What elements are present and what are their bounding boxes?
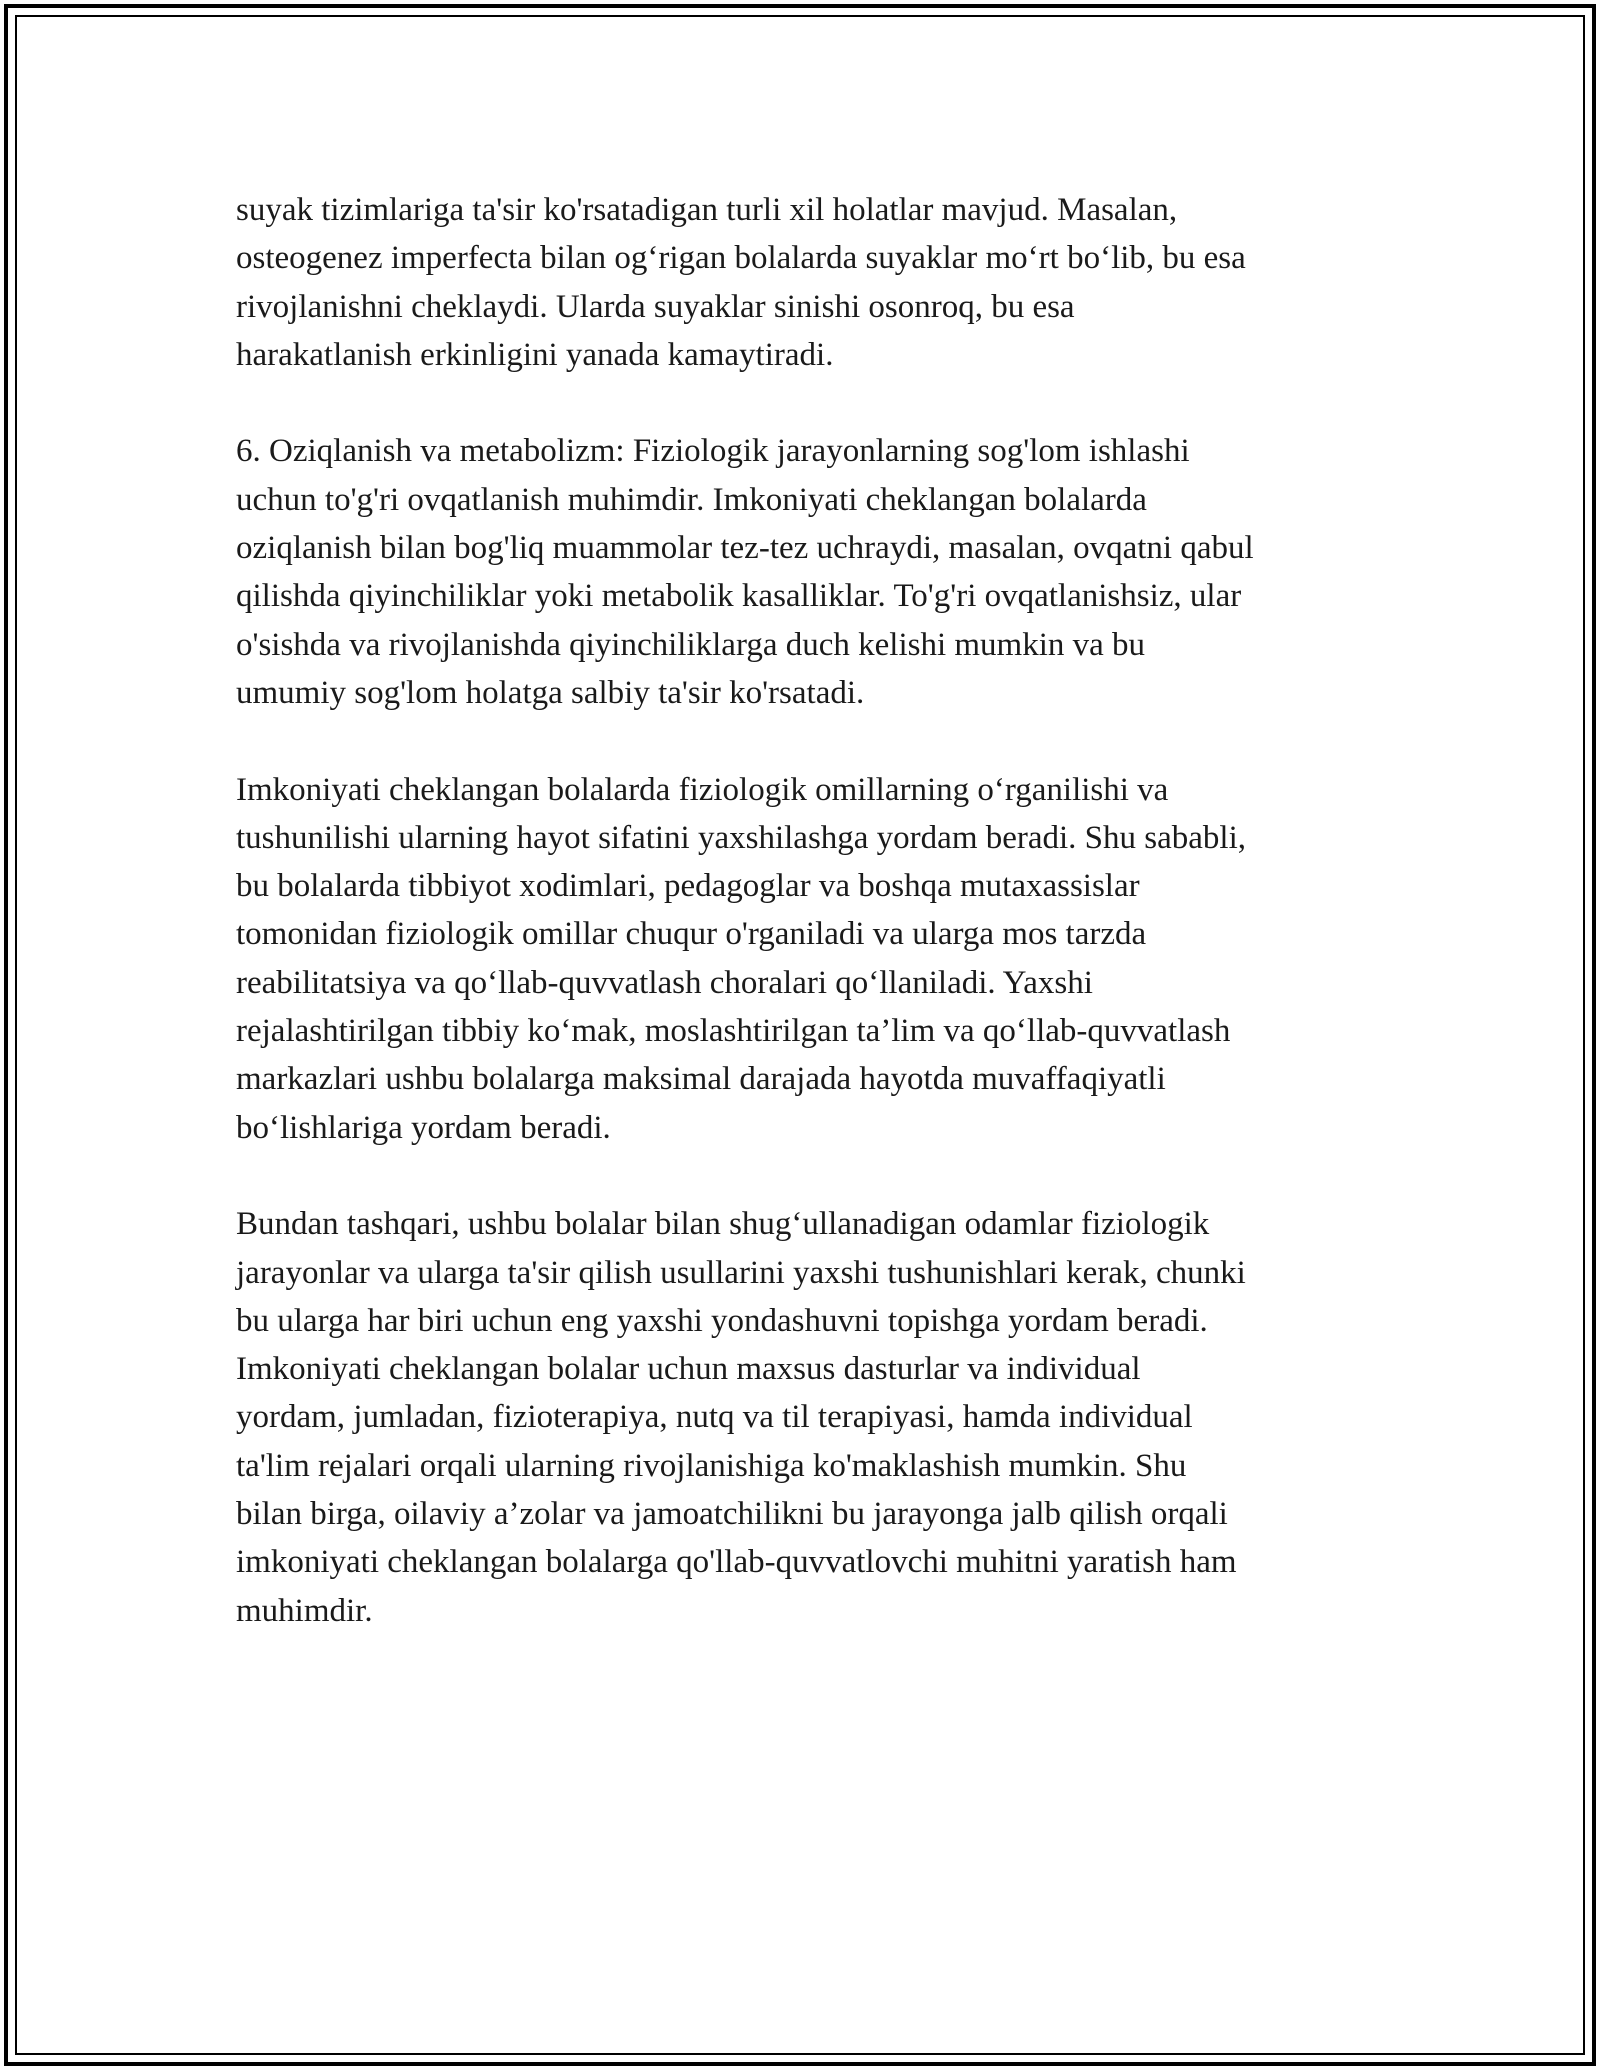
text-line: markazlari ushbu bolalarga maksimal darajada hayotda muvaffaqiyatli [236, 1061, 1166, 1098]
text-line: tomonidan fiziologik omillar chuqur o'rganiladi va ularga mos tarzda [236, 916, 1147, 953]
text-line: rivojlanishni cheklaydi. Ularda suyaklar sinishi osonroq, bu esa [236, 288, 1075, 325]
text-line: bu ularga har biri uchun eng yaxshi yondashuvni topishga yordam beradi. [236, 1302, 1208, 1339]
text-line: umumiy sog'lom holatga salbiy ta'sir ko'rsatadi. [236, 674, 865, 711]
paragraph-physiological-factors [236, 766, 1386, 1152]
text-line: ta'lim rejalari orqali ularning rivojlanishiga ko'maklashish mumkin. Shu [236, 1447, 1187, 1484]
paragraph-bone-disorders [236, 186, 1386, 379]
text-line: bilan birga, oilaviy a’zolar va jamoatchilikni bu jarayonga jalb qilish orqali [236, 1496, 1228, 1533]
text-line: bo‘lishlariga yordam beradi. [236, 1109, 611, 1146]
text-line: Bundan tashqari, ushbu bolalar bilan shug‘ullanadigan odamlar fiziologik [236, 1206, 1210, 1243]
text-line: oziqlanish bilan bog'liq muammolar tez-tez uchraydi, masalan, ovqatni qabul [236, 530, 1254, 567]
text-line: Imkoniyati cheklangan bolalarda fiziologik omillarning o‘rganilishi va [236, 771, 1169, 808]
text-line: Imkoniyati cheklangan bolalar uchun maxsus dasturlar va individual [236, 1351, 1141, 1388]
text-line: suyak tizimlariga ta'sir ko'rsatadigan turli xil holatlar mavjud. Masalan, [236, 192, 1178, 228]
text-line: qilishda qiyinchiliklar yoki metabolik kasalliklar. To'g'ri ovqatlanishsiz, ular [236, 578, 1242, 615]
text-line: 6. Oziqlanish va metabolizm: Fiziologik jarayonlarning sog'lom ishlashi [236, 433, 1190, 470]
text-line: muhimdir. [236, 1592, 373, 1629]
document-body [236, 186, 1386, 1683]
text-line: uchun to'g'ri ovqatlanish muhimdir. Imkoniyati cheklangan bolalarda [236, 481, 1147, 518]
text-line: jarayonlar va ularga ta'sir qilish usullarini yaxshi tushunishlari kerak, chunki [236, 1254, 1246, 1291]
text-line: reabilitatsiya va qo‘llab-quvvatlash choralari qo‘llaniladi. Yaxshi [236, 964, 1093, 1001]
text-line: harakatlanish erkinligini yanada kamaytiradi. [236, 336, 834, 373]
text-line: bu bolalarda tibbiyot xodimlari, pedagoglar va boshqa mutaxassislar [236, 868, 1140, 905]
paragraph-support-approaches [236, 1200, 1386, 1635]
text-line: o'sishda va rivojlanishda qiyinchiliklarga duch kelishi mumkin va bu [236, 626, 1146, 663]
paragraph-nutrition-metabolism [236, 427, 1386, 717]
text-line: rejalashtirilgan tibbiy ko‘mak, moslashtirilgan ta’lim va qo‘llab-quvvatlash [236, 1013, 1231, 1050]
text-line: tushunilishi ularning hayot sifatini yaxshilashga yordam beradi. Shu sababli, [236, 819, 1247, 856]
text-line: yordam, jumladan, fizioterapiya, nutq va til terapiyasi, hamda individual [236, 1399, 1193, 1436]
text-line: imkoniyati cheklangan bolalarga qo'llab-quvvatlovchi muhitni yaratish ham [236, 1544, 1237, 1581]
text-line: osteogenez imperfecta bilan og‘rigan bolalarda suyaklar mo‘rt bo‘lib, bu esa [236, 240, 1246, 277]
